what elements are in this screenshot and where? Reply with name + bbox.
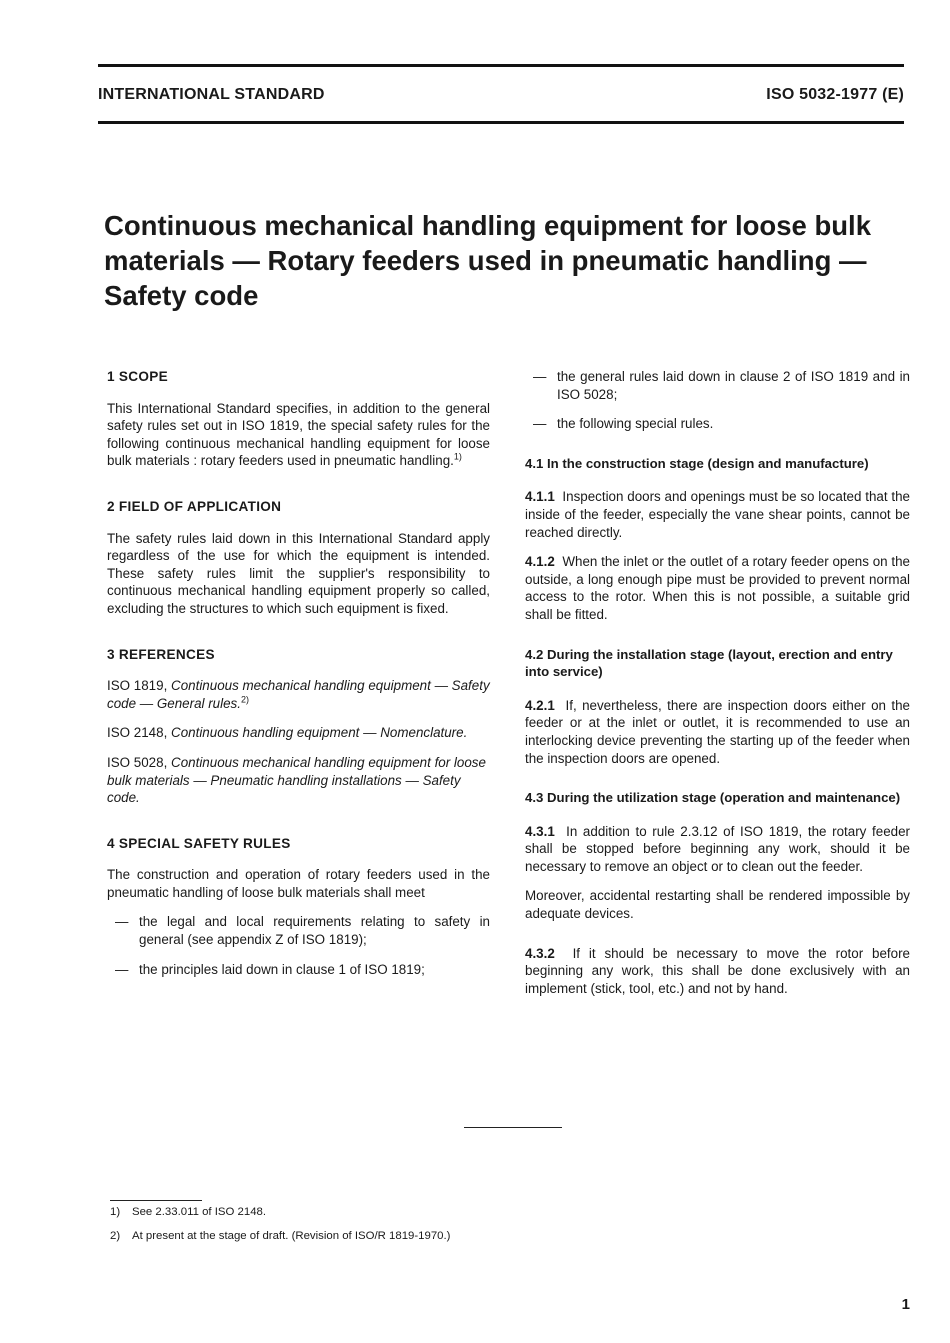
- title-line-2: materials — Rotary feeders used in pneumatic handling —: [104, 245, 867, 276]
- clause-4-1-1: [525, 488, 910, 541]
- footnote-mark-2: 2): [240, 694, 249, 705]
- clause-number: 4.3.1: [525, 823, 555, 839]
- reference-iso-1819: [107, 677, 490, 712]
- list-item-text: the general rules laid down in clause 2 of ISO 1819 and in ISO 5028;: [557, 369, 910, 402]
- list-item: [525, 415, 910, 433]
- reference-iso-5028: [107, 754, 490, 807]
- footnote-2: [110, 1230, 450, 1242]
- list-item: [107, 961, 490, 979]
- field-heading: 2 FIELD OF APPLICATION: [107, 498, 282, 514]
- section-field-of-application: [107, 498, 490, 618]
- header-bottom-rule: [98, 121, 904, 124]
- dash-bullet: —: [115, 961, 129, 977]
- list-item: [107, 913, 490, 948]
- subsection-4-1-heading: 4.1 In the construction stage (design and manufacture): [525, 455, 869, 471]
- reference-title: Continuous mechanical handling equipment for loose bulk materials — Pneumatic handling installations — Safety code.: [107, 754, 486, 806]
- clause-number: 4.1.2: [525, 554, 555, 570]
- footnote-text: See 2.33.011 of ISO 2148.: [132, 1206, 267, 1218]
- reference-title: Continuous mechanical handling equipment — Safety code — General rules.: [107, 678, 490, 711]
- footnote-1: [110, 1206, 266, 1218]
- scope-body: This International Standard specifies, in addition to the general safety rules set out in ISO 1819, the special safety rules for the following continuous mechanical handling equipment for loose bulk materials : rotary feeders used in pneumatic handling.: [107, 400, 490, 469]
- end-of-text-separator: [464, 1127, 562, 1128]
- field-text: The safety rules laid down in this International Standard apply regardless of the use for which the equipment is intended. These safety rules limit the supplier's responsibility to continuous mechanical handling equipment properly so called, excluding the structures to which such equipment is fixed.: [107, 530, 490, 616]
- special-heading: 4 SPECIAL SAFETY RULES: [107, 835, 291, 851]
- dash-bullet: —: [533, 416, 547, 432]
- reference-code: ISO 2148,: [107, 725, 168, 741]
- subsection-4-2-heading: 4.2 During the installation stage (layout, erection and entry into service): [525, 646, 893, 680]
- clause-4-2-1: [525, 697, 910, 767]
- special-intro: The construction and operation of rotary feeders used in the pneumatic handling of loose bulk materials shall meet: [107, 867, 490, 900]
- footnote-rule: [110, 1200, 202, 1201]
- clause-number: 4.3.2: [525, 945, 555, 961]
- list-item-text: the legal and local requirements relating to safety in general (see appendix Z of ISO 1819);: [139, 914, 490, 948]
- section-scope: [107, 368, 490, 470]
- reference-code: ISO 1819,: [107, 678, 168, 694]
- reference-iso-2148: [107, 724, 490, 742]
- references-heading: 3 REFERENCES: [107, 646, 215, 662]
- document-type-label: INTERNATIONAL STANDARD: [98, 86, 325, 103]
- list-item-text: the principles laid down in clause 1 of ISO 1819;: [139, 961, 425, 977]
- dash-bullet: —: [115, 914, 129, 930]
- clause-text: When the inlet or the outlet of a rotary feeder opens on the outside, a long enough pipe must be provided to prevent normal access to the rotor. When this is not possible, a suitable grid shall be fitted.: [525, 554, 910, 622]
- list-item: [525, 368, 910, 403]
- section-references: [107, 646, 490, 807]
- clause-4-3-2: [525, 945, 910, 998]
- header-top-rule: [98, 64, 904, 67]
- clause-number: 4.1.1: [525, 489, 555, 505]
- footnote-number: 1): [110, 1206, 121, 1218]
- clause-4-1-2: [525, 553, 910, 623]
- footnote-number: 2): [110, 1230, 121, 1242]
- list-item-text: the following special rules.: [557, 416, 714, 432]
- right-column: [525, 368, 910, 1009]
- clause-text: If it should be necessary to move the rotor before beginning any work, this shall be done exclusively with an implement (stick, tool, etc.) and not by hand.: [525, 945, 910, 996]
- clause-text: If, nevertheless, there are inspection doors either on the feeder or at the inlet or outlet, it is recommended to use an interlocking device preventing the starting up of the feeder when the inspection doors are opened.: [525, 697, 910, 766]
- left-column: [107, 368, 490, 1006]
- clause-number: 4.2.1: [525, 697, 555, 713]
- standard-number-label: ISO 5032-1977 (E): [766, 86, 904, 103]
- subsection-4-3-heading: 4.3 During the utilization stage (operation and maintenance): [525, 790, 901, 806]
- title-line-3: Safety code: [104, 280, 259, 311]
- clause-text: In addition to rule 2.3.12 of ISO 1819, the rotary feeder shall be stopped before beginning any work, should it be necessary to remove an object or to clean out the feeder.: [525, 823, 910, 874]
- clause-4-3-1-continued: Moreover, accidental restarting shall be rendered impossible by adequate devices.: [525, 888, 910, 922]
- dash-bullet: —: [533, 369, 547, 384]
- reference-code: ISO 5028,: [107, 754, 168, 770]
- scope-heading: 1 SCOPE: [107, 369, 169, 384]
- page-number: 1: [901, 1296, 910, 1313]
- title-line-1: Continuous mechanical handling equipment for loose bulk: [104, 210, 871, 241]
- clause-4-3-1: [525, 823, 910, 876]
- section-special-safety-rules: [107, 835, 490, 979]
- footnote-text: At present at the stage of draft. (Revision of ISO/R 1819-1970.): [132, 1230, 451, 1242]
- document-title: [104, 208, 904, 313]
- footnote-mark-1: 1): [453, 451, 462, 462]
- scope-text: [107, 400, 490, 470]
- reference-title: Continuous handling equipment — Nomenclature.: [171, 725, 468, 741]
- clause-text: Inspection doors and openings must be so located that the inside of the feeder, especially the vane shear points, cannot be reached directly.: [525, 489, 910, 540]
